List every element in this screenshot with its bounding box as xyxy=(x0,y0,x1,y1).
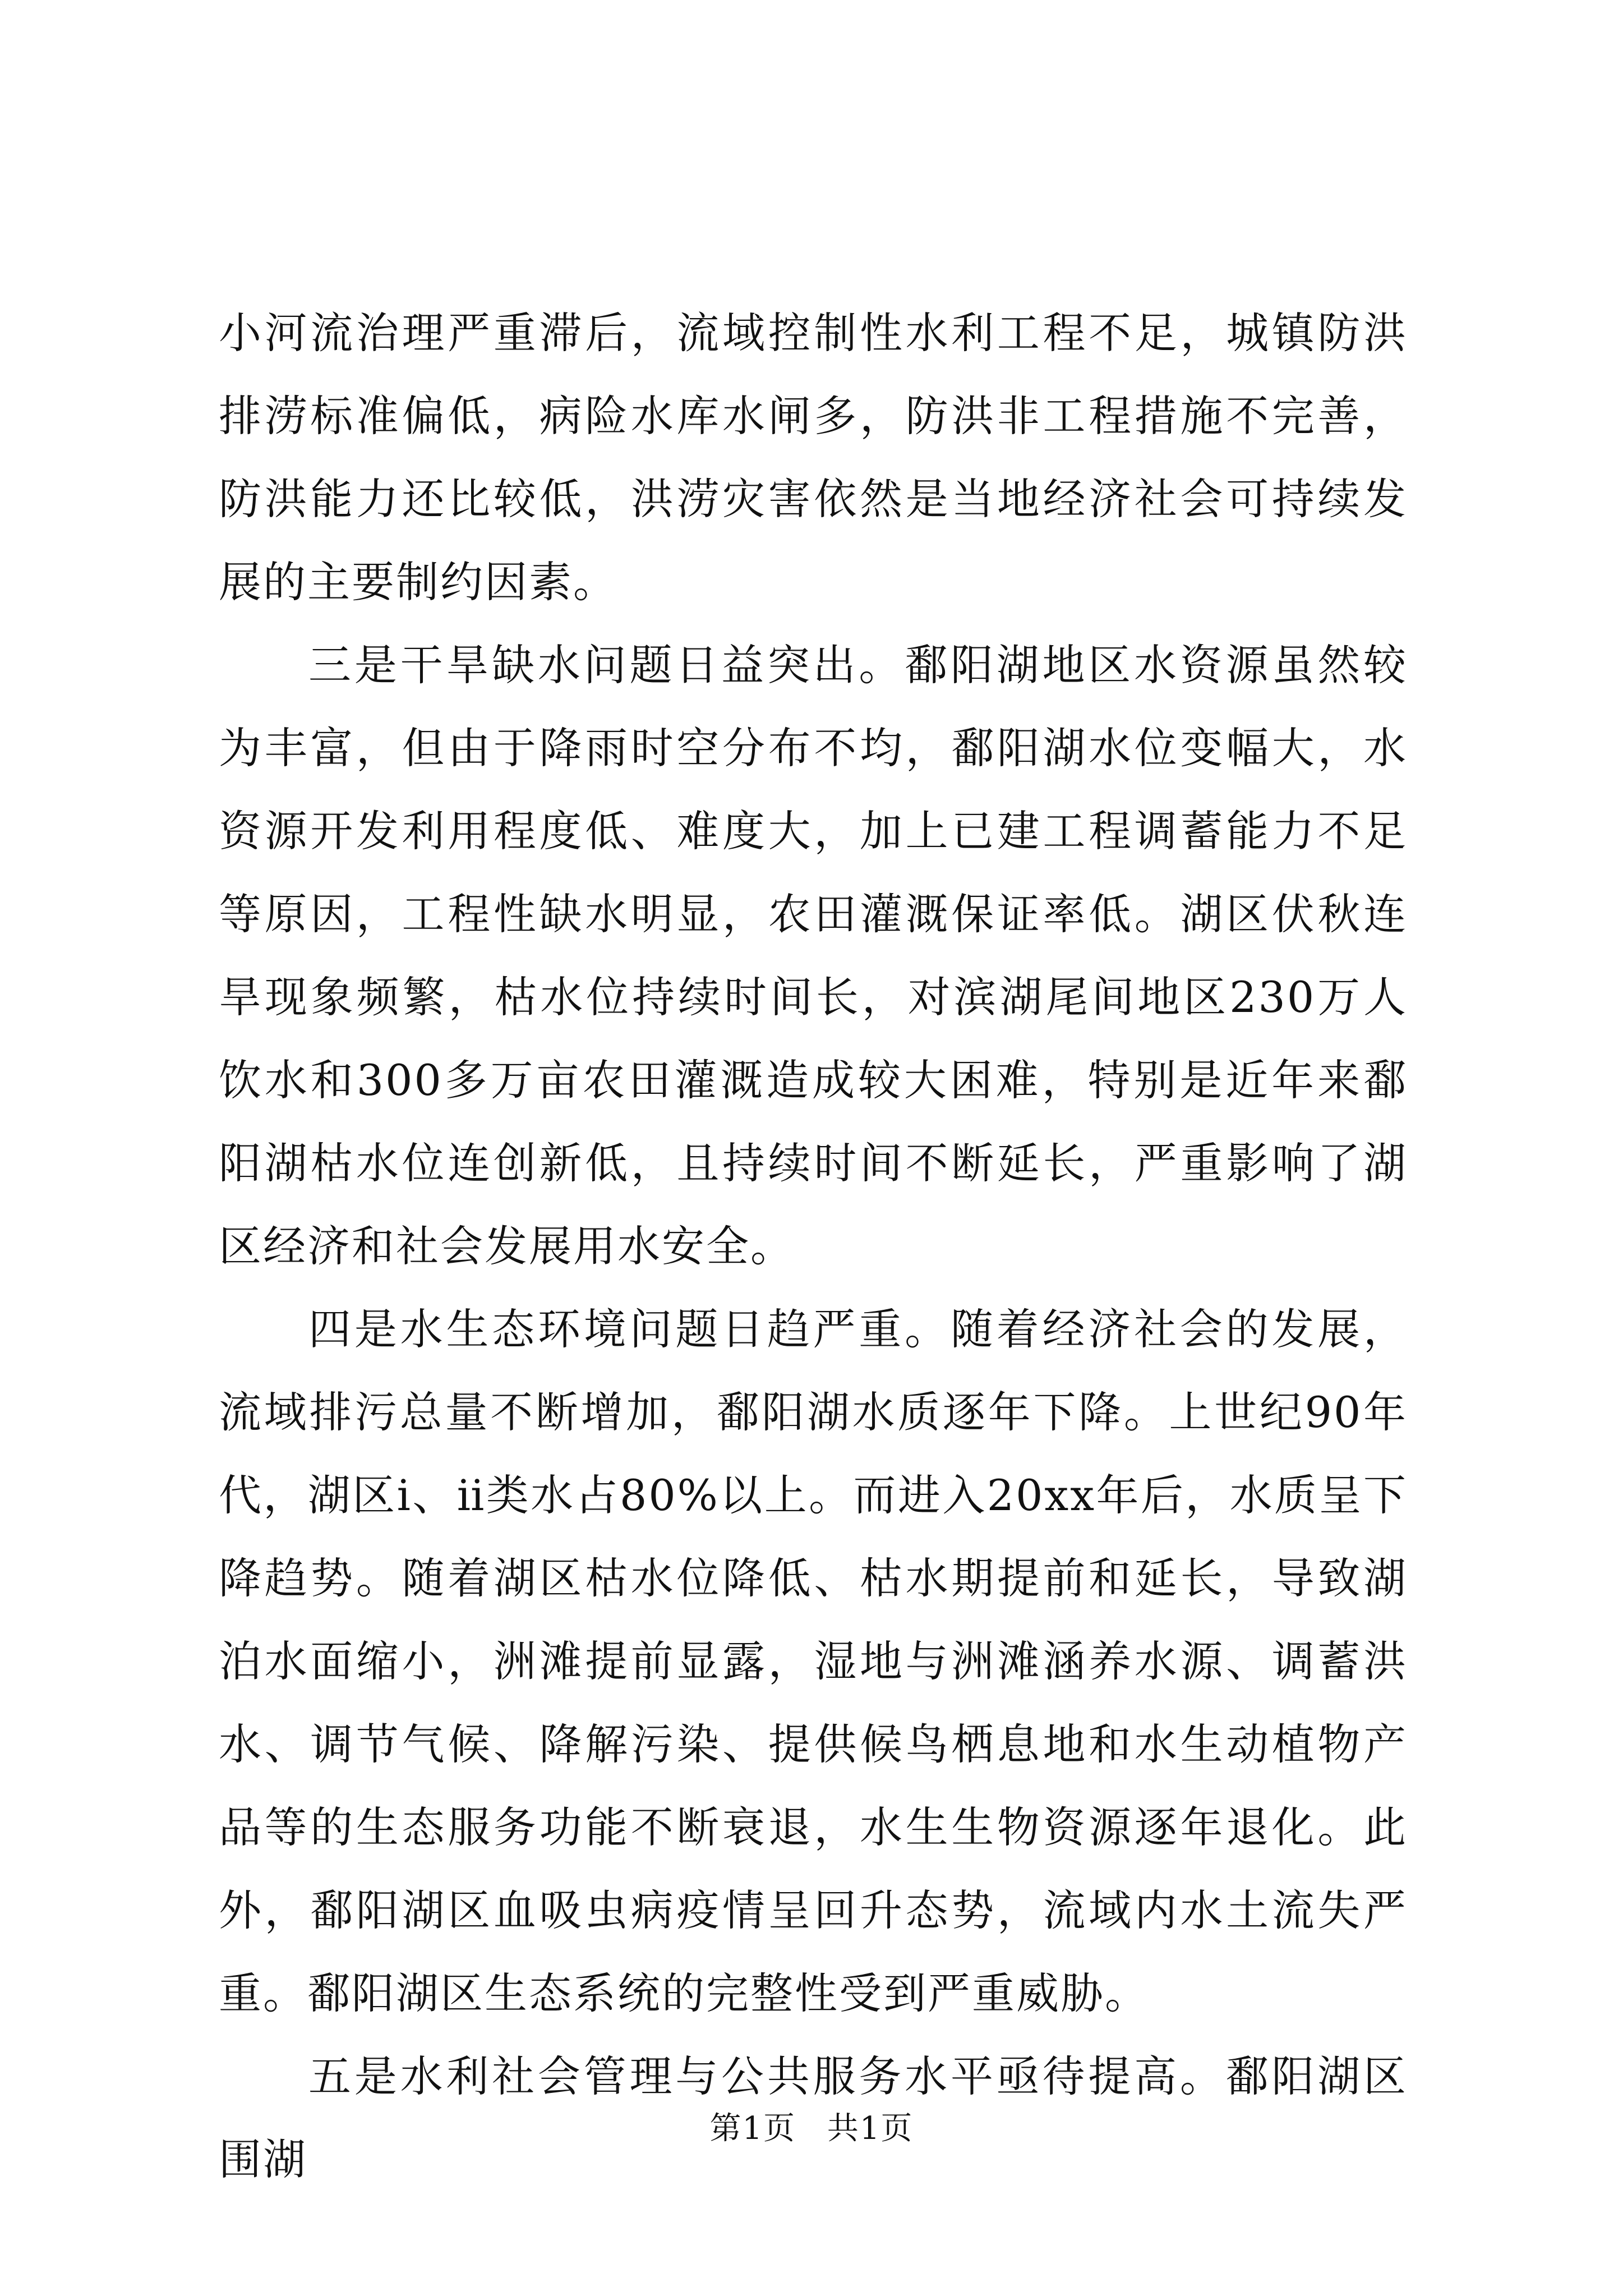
paragraph-4: 五是水利社会管理与公共服务水平亟待提高。鄱阳湖区围湖 xyxy=(219,2051,1408,2184)
paragraph-3: 四是水生态环境问题日趋严重。随着经济社会的发展，流域排污总量不断增加，鄱阳湖水质逐年下降。上世纪90年代，湖区ⅰ、ⅱ类水占80%以上。而进入20xx年后，水质呈下降趋势。随着湖区枯水位降低、枯水期提前和延长，导致湖泊水面缩小，洲滩提前显露，湿地与洲滩涵养水源、调蓄洪水、调节气候、降解污染、提供候鸟栖息地和水生动植物产品等的生态服务功能不断衰退，水生生物资源逐年退化。此外，鄱阳湖区血吸虫病疫情呈回升态势，流域内水土流失严重。鄱阳湖区生态系统的完整性受到严重威胁。 xyxy=(219,1304,1408,2018)
page-footer xyxy=(0,2109,1623,2148)
page-number-total: 共1页 xyxy=(827,2110,914,2147)
page-number-current: 第1页 xyxy=(709,2110,796,2147)
paragraph-2: 三是干旱缺水问题日益突出。鄱阳湖地区水资源虽然较为丰富，但由于降雨时空分布不均，鄱阳湖水位变幅大，水资源开发利用程度低、难度大，加上已建工程调蓄能力不足等原因，工程性缺水明显，农田灌溉保证率低。湖区伏秋连旱现象频繁，枯水位持续时间长，对滨湖尾间地区230万人饮水和300多万亩农田灌溉造成较大困难，特别是近年来鄱阳湖枯水位连创新低，且持续时间不断延长，严重影响了湖区经济和社会发展用水安全。 xyxy=(219,640,1408,1271)
document-body xyxy=(219,292,1408,2201)
paragraph-1: 小河流治理严重滞后，流域控制性水利工程不足，城镇防洪排涝标准偏低，病险水库水闸多，防洪非工程措施不完善，防洪能力还比较低，洪涝灾害依然是当地经济社会可持续发展的主要制约因素。 xyxy=(219,308,1408,607)
